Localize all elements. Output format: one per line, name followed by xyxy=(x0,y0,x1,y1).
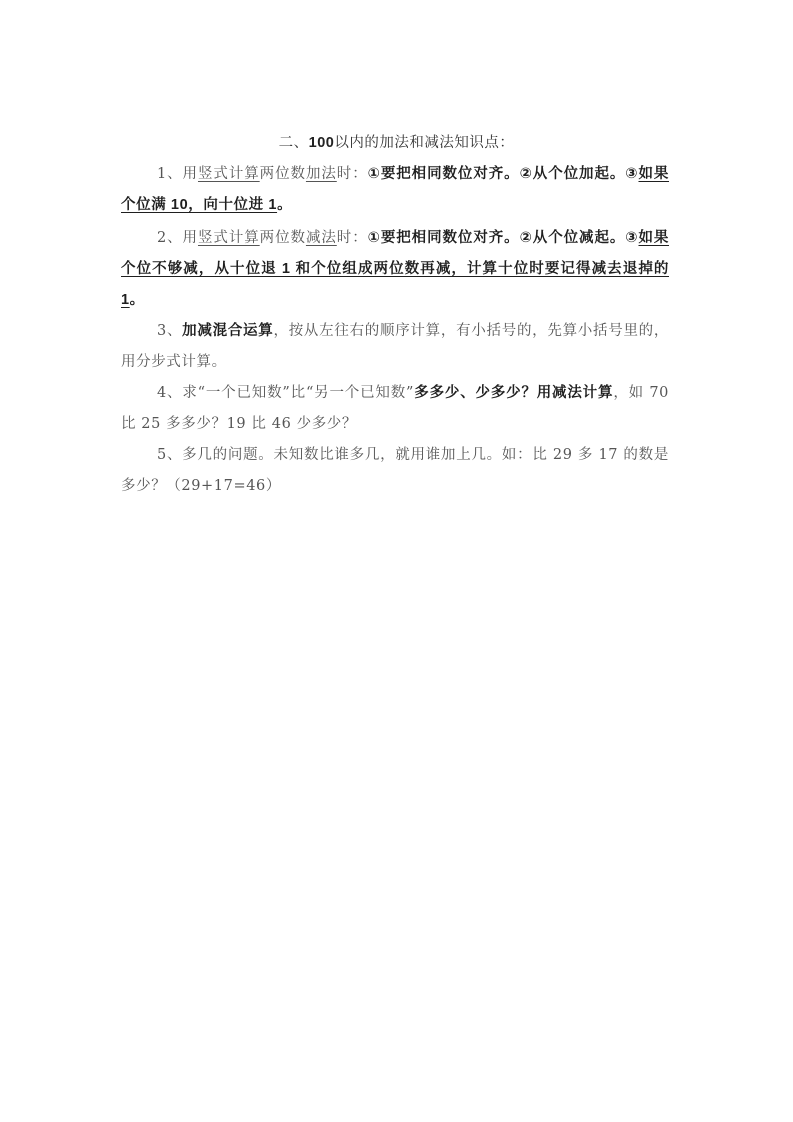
p2-underline-subtraction: 减法 xyxy=(305,230,337,246)
p1-lead: 1、用 xyxy=(157,166,198,182)
title-suffix: 以内的加法和减法知识点： xyxy=(334,135,515,151)
p4-lead: 4、求“一个已知数”比“另一个已知数” xyxy=(157,385,415,401)
point-5-how-many-more xyxy=(121,440,669,502)
p1-mid: 两位数 xyxy=(259,166,306,182)
p2-lead: 2、用 xyxy=(157,230,198,246)
section-title xyxy=(0,131,793,152)
p1-underline-vertical-calc: 竖式计算 xyxy=(197,166,260,182)
p2-end: 。 xyxy=(129,292,145,308)
p2-underline-vertical-calc: 竖式计算 xyxy=(197,230,260,246)
p3-rest: ，按从左往右的顺序计算，有小括号的，先算小括号里的，用分步式计算。 xyxy=(121,323,669,370)
p2-bold-underlined-rule: 如果个位不够减，从十位退 1 和个位组成两位数再减，计算十位时要记得减去退掉的 1 xyxy=(121,230,670,308)
p1-after: 时： xyxy=(336,166,368,182)
p3-bold: 加减混合运算 xyxy=(182,323,274,339)
title-prefix: 二、 xyxy=(278,135,309,151)
point-4-difference xyxy=(121,378,669,440)
title-number: 100 xyxy=(308,135,335,151)
p4-bold: 多多少、少多少？用减法计算 xyxy=(414,385,614,401)
p3-lead: 3、 xyxy=(157,323,183,339)
p1-underline-addition: 加法 xyxy=(305,166,337,182)
point-1-addition xyxy=(121,159,669,221)
p2-after: 时： xyxy=(336,230,368,246)
p1-bold-steps: ①要把相同数位对齐。②从个位加起。③ xyxy=(367,166,639,182)
p1-bold-underlined-rule: 如果个位满 10，向十位进 1 xyxy=(121,166,670,213)
point-3-mixed-operations xyxy=(121,316,669,378)
p1-end: 。 xyxy=(277,197,293,213)
p5-text: 5、多几的问题。未知数比谁多几，就用谁加上几。如：比 29 多 17 的数是多少？（29+17=46） xyxy=(121,447,669,494)
p4-rest: ，如 70 比 25 多多少？19 比 46 少多少？ xyxy=(121,385,670,432)
p2-bold-steps: ①要把相同数位对齐。②从个位减起。③ xyxy=(367,230,639,246)
point-2-subtraction xyxy=(121,223,669,316)
p2-mid: 两位数 xyxy=(259,230,306,246)
